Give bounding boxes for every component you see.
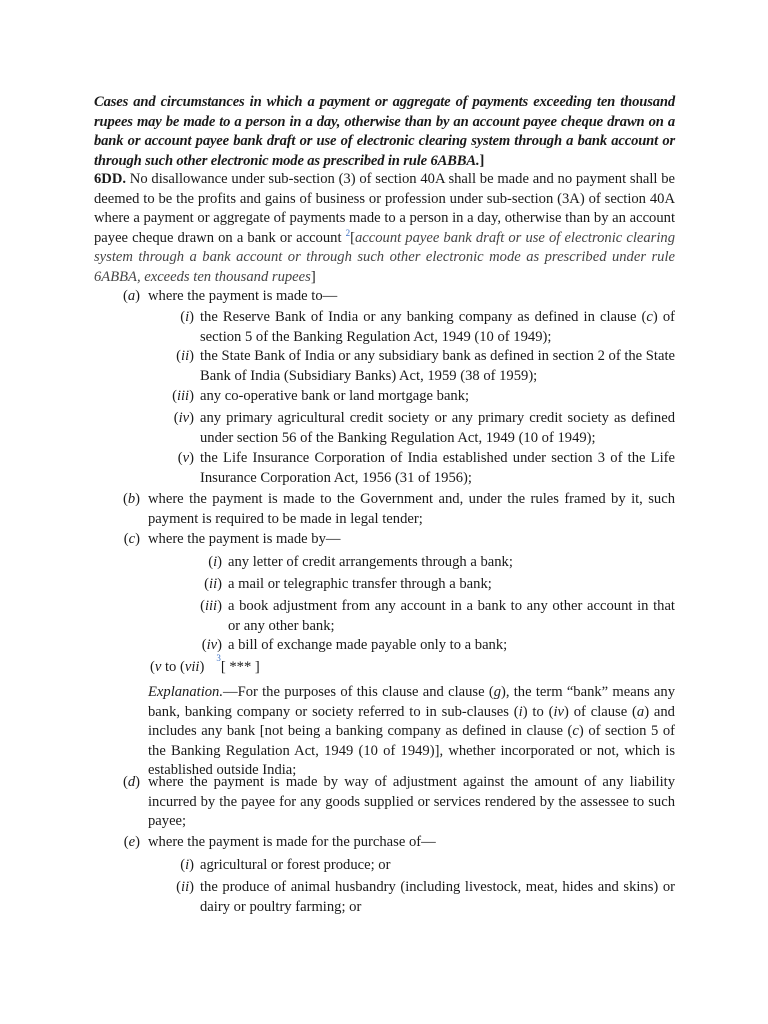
clause-label: (e): [123, 834, 140, 850]
rule-text: No disallowance under sub-section (3) of section 40A shall be made and no payment shall be deemed to be the profits and gains of business or profession under sub-section (3A) of section 40A where a payment or aggregate of payments made to a person in a day, otherwise than by an account payee cheque drawn on a bank or account: [94, 171, 675, 246]
clause-label: (b): [122, 491, 140, 507]
clause-text: where the payment is made by—: [148, 531, 341, 547]
clause-a-iv: [160, 409, 675, 448]
clause-c-iii: [188, 597, 675, 636]
subclause-text: a bill of exchange made payable only to a bank;: [228, 637, 508, 653]
insert-open-bracket: [: [350, 229, 355, 246]
clause-a: [114, 287, 675, 307]
subclause-text: any co-operative bank or land mortgage bank;: [200, 388, 470, 404]
clause-e-ii: [160, 878, 675, 917]
subclause-label: (v): [177, 450, 194, 466]
clause-label: (d): [122, 774, 140, 790]
rule-number: 6DD.: [94, 171, 127, 187]
heading-bracket: ]: [479, 152, 485, 169]
inserted-text: account payee bank draft or use of electronic clearing system through a bank account or through such other electronic mode as prescribed under rule 6ABBA, exceeds ten thousand rupees: [94, 229, 675, 285]
subclause-text: the produce of animal husbandry (including livestock, meat, hides and skins) or dairy or poultry farming; or: [200, 879, 675, 915]
subclause-label: (i): [180, 309, 194, 325]
clause-c: [114, 530, 675, 550]
subclause-text: the Life Insurance Corporation of India established under section 3 of the Life Insurance Corporation Act, 1956 (31 of 1956);: [200, 450, 675, 486]
clause-c-ii: [188, 575, 675, 595]
clause-d: [114, 773, 675, 832]
subclause-label: (iv): [173, 410, 194, 426]
subclause-label: (i): [208, 554, 222, 570]
clause-c-iv: [188, 636, 675, 656]
clause-e-i: [160, 856, 675, 876]
rule-heading: [94, 93, 675, 171]
subclause-label: (ii): [204, 576, 222, 592]
omitted-text: [ *** ]: [220, 659, 260, 675]
subclause-label: (ii): [176, 879, 194, 895]
clause-a-ii: [160, 347, 675, 386]
clause-text: where the payment is made for the purchase of—: [148, 834, 436, 850]
clause-label: (a): [122, 288, 140, 304]
omitted-label: (v to (vii): [150, 659, 205, 675]
explanation: Explanation.—For the purposes of this clause and clause (g), the term “bank” means any bank, banking company or society referred to in sub-clauses (i) to (iv) of clause (a) and includes any bank [not being a banking company as defined in clause (c) of section 5 of the Banking Regulation Act, 1949 (10 of 1949)], whether incorporated or not, which is established outside India;: [148, 684, 675, 778]
heading-text: Cases and circumstances in which a payment or aggregate of payments exceeding ten thousand rupees may be made to a person in a day, otherwise than by an account payee cheque drawn on a bank or account payee bank draft or use of electronic clearing system through a bank account or through such other electronic mode as prescribed in rule 6ABBA.: [94, 94, 675, 169]
clause-label: (c): [123, 531, 140, 547]
footnote-3-link[interactable]: 3: [216, 653, 221, 663]
clause-c-omitted: [150, 653, 675, 678]
subclause-label: (iv): [201, 637, 222, 653]
clause-a-v: [160, 449, 675, 488]
clause-text: where the payment is made to—: [148, 288, 338, 304]
subclause-label: (ii): [176, 348, 194, 364]
clause-text: where the payment is made by way of adjustment against the amount of any liability incurred by the payee for any goods supplied or services rendered by the assessee to such payee;: [148, 774, 675, 829]
subclause-text: agricultural or forest produce; or: [200, 857, 391, 873]
subclause-label: (i): [180, 857, 194, 873]
rule-body: [94, 170, 675, 287]
subclause-label: (iii): [172, 388, 194, 404]
footnote-2-link[interactable]: 2: [345, 227, 351, 238]
subclause-text: a book adjustment from any account in a bank to any other account in that or any other bank;: [228, 598, 675, 634]
explanation-title: Explanation.: [148, 684, 223, 700]
subclause-text: the Reserve Bank of India or any banking company as defined in clause (c) of section 5 of the Banking Regulation Act, 1949 (10 of 1949);: [200, 309, 675, 345]
clause-b: [114, 490, 675, 529]
subclause-text: any primary agricultural credit society or any primary credit society as defined under section 56 of the Banking Regulation Act, 1949 (10 of 1949);: [200, 410, 675, 446]
clause-a-i: [160, 308, 675, 347]
clause-c-i: [188, 553, 675, 573]
subclause-label: (iii): [200, 598, 222, 614]
subclause-text: the State Bank of India or any subsidiary bank as defined in section 2 of the State Bank of India (Subsidiary Banks) Act, 1959 (38 of 1959);: [200, 348, 675, 384]
subclause-text: a mail or telegraphic transfer through a bank;: [228, 576, 492, 592]
clause-e: [114, 833, 675, 853]
clause-text: where the payment is made to the Government and, under the rules framed by it, such payment is required to be made in legal tender;: [148, 491, 675, 527]
clause-a-iii: [160, 387, 675, 407]
insert-close-bracket: ]: [310, 268, 316, 285]
subclause-text: any letter of credit arrangements through a bank;: [228, 554, 513, 570]
